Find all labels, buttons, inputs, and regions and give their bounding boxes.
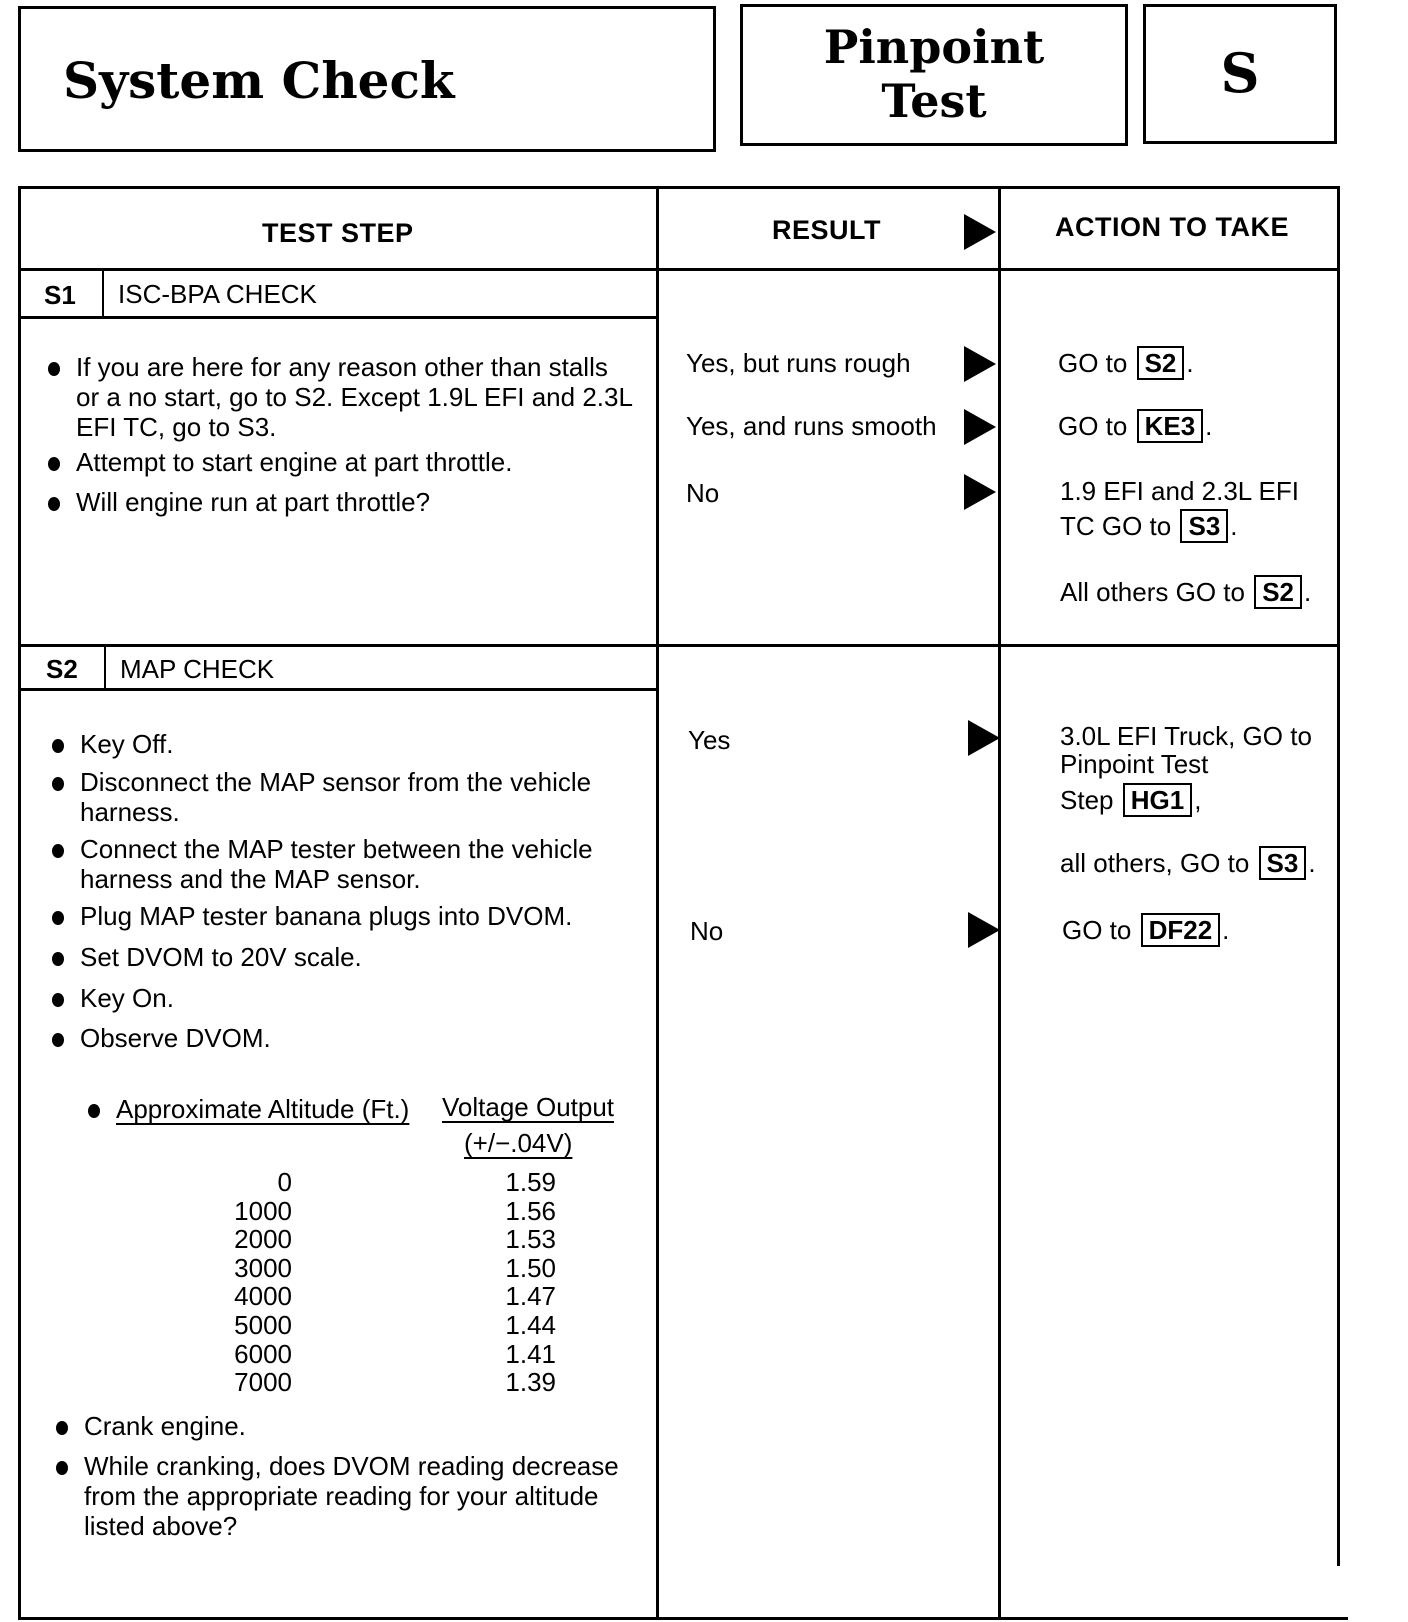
- action-suffix: .: [1308, 848, 1316, 878]
- voltage-tolerance-header: (+/−.04V): [464, 1128, 573, 1158]
- step-reference-link[interactable]: S3: [1259, 846, 1307, 880]
- s1-id-divider: [102, 270, 104, 318]
- step-reference-link[interactable]: HG1: [1123, 783, 1192, 817]
- action-text: [1062, 913, 1229, 947]
- pinpoint-test-box: [740, 4, 1128, 146]
- instruction-item: If you are here for any reason other than stalls or a no start, go to S2. Except 1.9L EFI and 2.3L EFI TC, go to S3.: [76, 352, 636, 442]
- page-title: System Check: [63, 51, 455, 110]
- voltage-value: 1.53: [505, 1224, 556, 1255]
- step-name: MAP CHECK: [120, 654, 275, 684]
- result-arrow-icon: [964, 409, 996, 445]
- column-divider-action: [998, 186, 1001, 1620]
- action-text: [1058, 409, 1212, 443]
- action-prefix: GO to: [1062, 915, 1132, 945]
- instruction-item: While cranking, does DVOM reading decrease from the appropriate reading for your altitude listed above?: [84, 1451, 632, 1541]
- voltage-value: 1.56: [505, 1195, 556, 1226]
- action-prefix: GO to: [1058, 348, 1128, 378]
- result-label: Yes: [688, 725, 731, 755]
- result-label: Yes, but runs rough: [686, 348, 911, 378]
- instruction-item: Set DVOM to 20V scale.: [80, 942, 640, 972]
- step-reference-link[interactable]: S3: [1180, 509, 1228, 543]
- instruction-item: Plug MAP tester banana plugs into DVOM.: [80, 901, 640, 931]
- action-prefix: GO to: [1058, 411, 1128, 441]
- altitude-value: 6000: [234, 1338, 292, 1369]
- result-arrow-icon: [964, 214, 996, 250]
- altitude-value: 3000: [234, 1252, 292, 1283]
- altitude-value: 2000: [234, 1224, 292, 1255]
- action-suffix: ,: [1194, 785, 1202, 815]
- instruction-item: Key Off.: [80, 729, 640, 759]
- step-row-divider: [18, 644, 1340, 647]
- altitude-value: 7000: [234, 1367, 292, 1398]
- action-text: [1060, 846, 1316, 880]
- instruction-item: Will engine run at part throttle?: [76, 487, 636, 517]
- step-reference-link[interactable]: KE3: [1137, 409, 1204, 443]
- action-suffix: .: [1205, 411, 1213, 441]
- voltage-value: 1.50: [505, 1252, 556, 1283]
- result-arrow-icon: [968, 720, 1000, 756]
- voltage-value: 1.39: [505, 1367, 556, 1398]
- pinpoint-title-line1: Pinpoint: [823, 20, 1045, 74]
- step-id: S2: [46, 654, 78, 684]
- altitude-value: 1000: [234, 1195, 292, 1226]
- result-arrow-icon: [968, 912, 1000, 948]
- table-border-top: [18, 186, 1340, 189]
- step-name: ISC-BPA CHECK: [118, 279, 317, 309]
- voltage-value: 1.41: [505, 1338, 556, 1369]
- instruction-item: Disconnect the MAP sensor from the vehicle harness.: [80, 767, 620, 827]
- instruction-item: Key On.: [80, 983, 640, 1013]
- instruction-item: Connect the MAP tester between the vehicle harness and the MAP sensor.: [80, 834, 620, 894]
- title-box: [18, 6, 716, 152]
- section-code-box: [1143, 4, 1337, 144]
- action-text-line: Pinpoint Test: [1060, 749, 1209, 779]
- action-text-line: 1.9 EFI and 2.3L EFI: [1060, 476, 1299, 506]
- action-text: [1058, 346, 1194, 380]
- s2-id-divider: [104, 646, 106, 690]
- s1-title-divider: [18, 316, 658, 319]
- result-arrow-icon: [964, 346, 996, 382]
- step-reference-link[interactable]: DF22: [1141, 913, 1221, 947]
- action-text-line: 3.0L EFI Truck, GO to: [1060, 721, 1312, 751]
- table-border-right: [1337, 186, 1340, 1566]
- altitude-value: 5000: [234, 1310, 292, 1340]
- table-border-left: [18, 186, 21, 1620]
- voltage-value: 1.44: [505, 1310, 556, 1340]
- column-header-action: ACTION TO TAKE: [1055, 212, 1289, 242]
- voltage-value: 1.59: [505, 1167, 556, 1197]
- action-text: [1060, 509, 1238, 543]
- action-prefix: all others, GO to: [1060, 848, 1250, 878]
- action-suffix: .: [1304, 577, 1312, 607]
- action-suffix: .: [1230, 511, 1238, 541]
- result-label: No: [690, 916, 724, 946]
- altitude-value: 0: [277, 1167, 292, 1197]
- column-divider-result: [656, 186, 659, 1620]
- instruction-item: Observe DVOM.: [80, 1023, 640, 1053]
- altitude-value: 4000: [234, 1281, 292, 1312]
- result-label: No: [686, 478, 720, 508]
- result-arrow-icon: [964, 474, 996, 510]
- altitude-column-header: Approximate Altitude (Ft.): [116, 1094, 410, 1124]
- column-header-result: RESULT: [772, 215, 881, 245]
- step-reference-link[interactable]: S2: [1254, 575, 1302, 609]
- instruction-item: Attempt to start engine at part throttle.: [76, 447, 636, 477]
- step-id: S1: [44, 280, 76, 310]
- section-code: S: [1220, 41, 1260, 105]
- action-prefix: TC GO to: [1060, 511, 1172, 541]
- header-row-divider: [18, 268, 1340, 271]
- action-suffix: .: [1186, 348, 1194, 378]
- action-text: [1060, 575, 1311, 609]
- result-label: Yes, and runs smooth: [686, 411, 937, 441]
- voltage-column-header: Voltage Output: [442, 1092, 615, 1122]
- table-border-bottom: [18, 1617, 1348, 1620]
- step-reference-link[interactable]: S2: [1137, 346, 1185, 380]
- column-header-test-step: TEST STEP: [262, 218, 414, 248]
- action-prefix: All others GO to: [1060, 577, 1245, 607]
- pinpoint-title-line2: Test: [881, 74, 987, 128]
- s2-title-divider: [18, 688, 658, 691]
- action-prefix: Step: [1060, 785, 1114, 815]
- action-suffix: .: [1222, 915, 1230, 945]
- instruction-item: Crank engine.: [84, 1411, 624, 1441]
- action-text: [1060, 783, 1201, 817]
- voltage-value: 1.47: [505, 1281, 556, 1312]
